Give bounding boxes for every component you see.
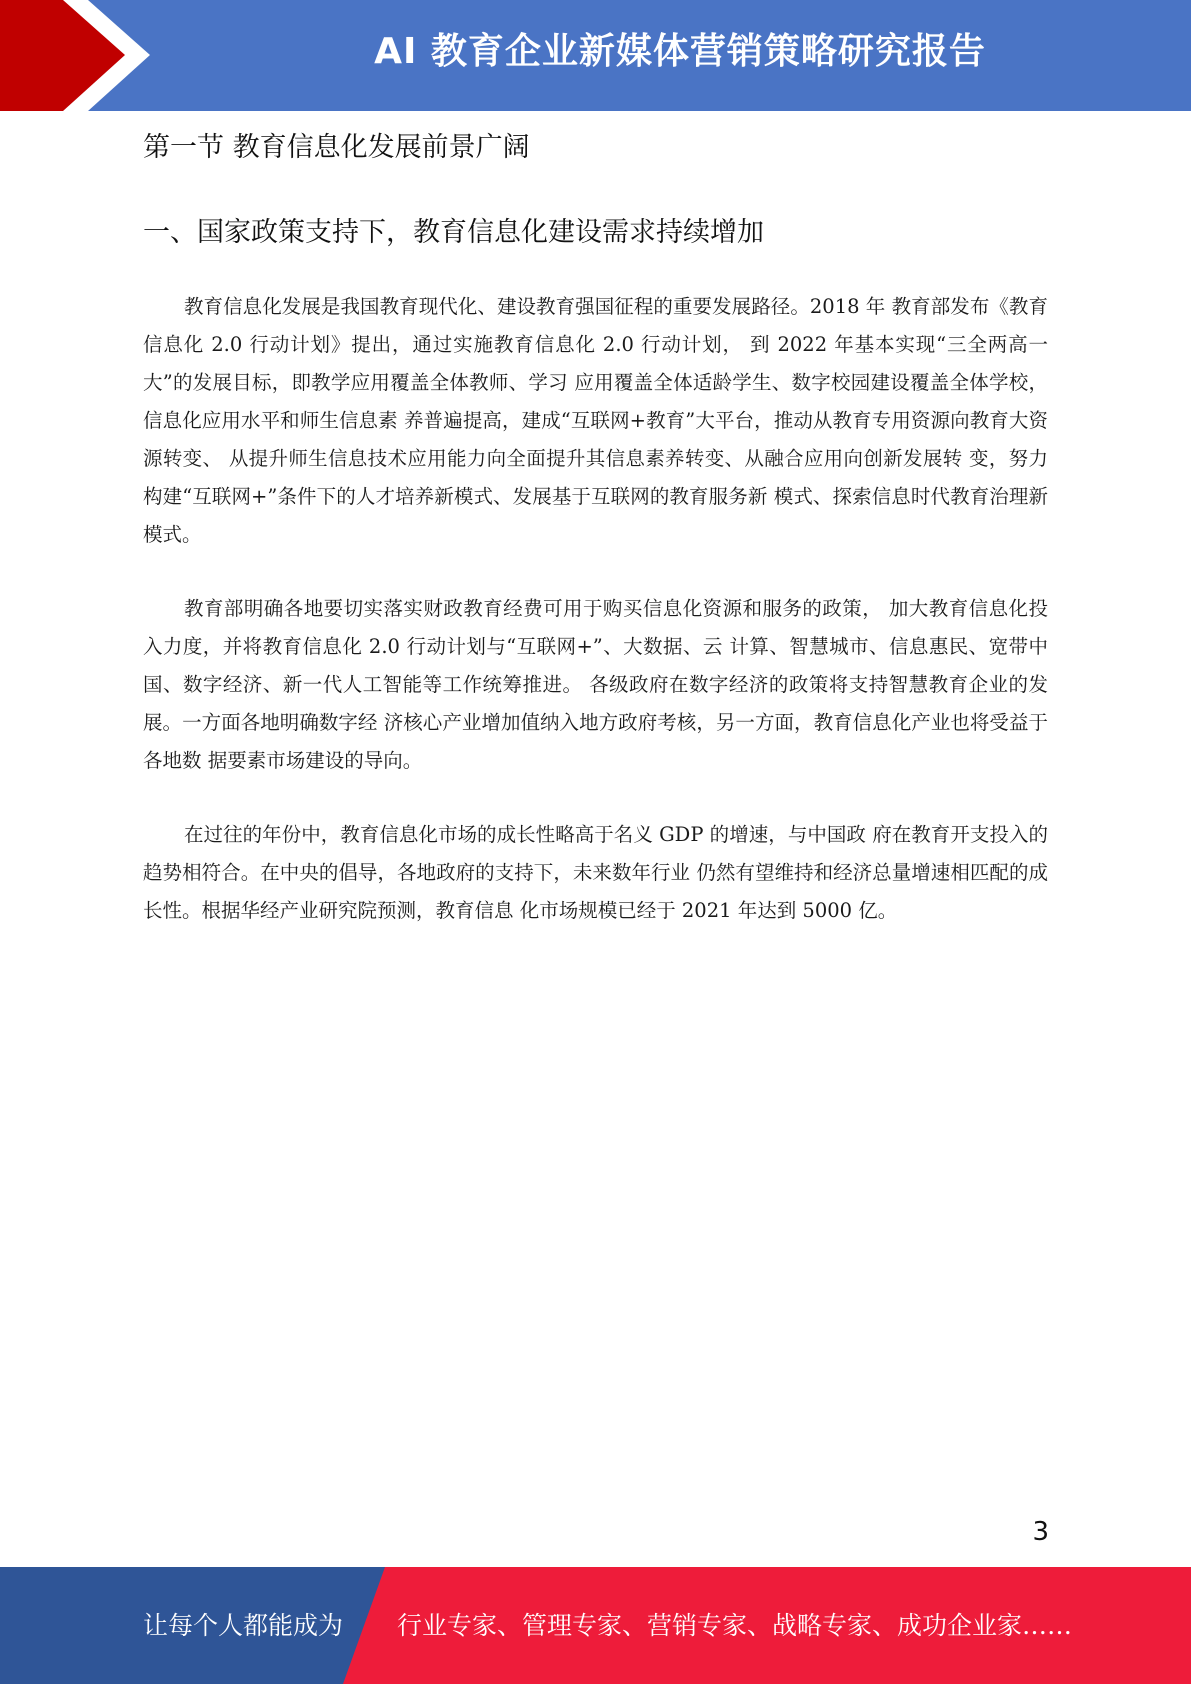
section-title: 第一节 教育信息化发展前景广阔: [143, 132, 530, 163]
body-text: [143, 288, 1048, 966]
footer-slogan-right: 行业专家、管理专家、营销专家、战略专家、成功企业家……: [397, 1611, 1073, 1640]
paragraph-3: 在过往的年份中，教育信息化市场的成长性略高于名义 GDP 的增速，与中国政 府在教育开支投入的趋势相符合。在中央的倡导，各地政府的支持下，未来数年行业 仍然有望维持和经济总量增速相匹配的成长性。根据华经产业研究院预测，教育信息 化市场规模已经于 2021 年达到 5000 亿。: [143, 823, 1048, 922]
paragraph-1: 教育信息化发展是我国教育现代化、建设教育强国征程的重要发展路径。2018 年 教育部发布《教育信息化 2.0 行动计划》提出，通过实施教育信息化 2.0 行动计划， 到 2022 年基本实现“三全两高一大”的发展目标，即教学应用覆盖全体教师、学习 应用覆盖全体适龄学生、数字校园建设覆盖全体学校，信息化应用水平和师生信息素 养普遍提高，建成“互联网+教育”大平台，推动从教育专用资源向教育大资源转变、 从提升师生信息技术应用能力向全面提升其信息素养转变、从融合应用向创新发展转 变，努力构建“互联网+”条件下的人才培养新模式、发展基于互联网的教育服务新 模式、探索信息时代教育治理新模式。: [143, 295, 1048, 546]
header-arrow-decoration: [0, 0, 160, 111]
header-banner: [0, 0, 1191, 111]
report-title: AI 教育企业新媒体营销策略研究报告: [374, 31, 986, 72]
paragraph-2: 教育部明确各地要切实落实财政教育经费可用于购买信息化资源和服务的政策， 加大教育信息化投入力度，并将教育信息化 2.0 行动计划与“互联网+”、大数据、云 计算、智慧城市、信息惠民、宽带中国、数字经济、新一代人工智能等工作统筹推进。 各级政府在数字经济的政策将支持智慧教育企业的发展。一方面各地明确数字经 济核心产业增加值纳入地方政府考核，另一方面，教育信息化产业也将受益于各地数 据要素市场建设的导向。: [143, 597, 1048, 772]
footer-slogan-left: 让每个人都能成为: [143, 1611, 344, 1640]
footer-banner: [0, 1567, 1191, 1684]
subsection-title: 一、国家政策支持下，教育信息化建设需求持续增加: [143, 217, 764, 248]
page-number: 3: [1032, 1517, 1049, 1547]
